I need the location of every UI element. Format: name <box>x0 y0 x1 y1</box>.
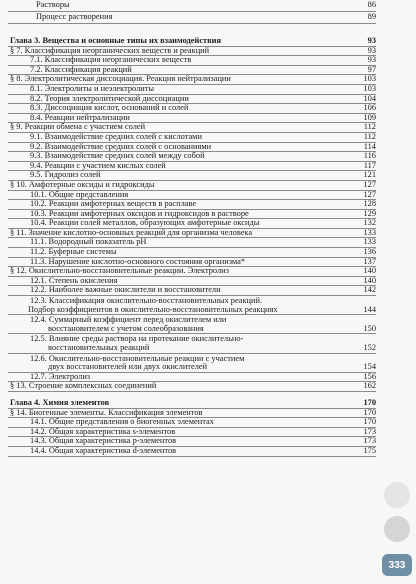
toc-row <box>8 325 376 335</box>
toc-title: § 13. Строение комплексных соединений <box>10 381 157 391</box>
toc-row <box>8 306 376 316</box>
toc-title: 12.1. Степень окисления <box>30 275 118 285</box>
toc-title: Глава 3. Вещества и основные типы их взаимодействия <box>10 36 222 45</box>
toc-page: 170 <box>363 397 376 407</box>
toc-page: 175 <box>363 445 376 455</box>
toc-title: § 7. Классификация неорганических веществ и реакций <box>10 45 210 55</box>
toc-title: § 9. Реакции обмена с участием солей <box>10 122 146 132</box>
toc-title: Растворы <box>36 0 70 9</box>
toc-page: 114 <box>363 141 376 151</box>
toc-title: 7.1. Классификация неорганических веществ <box>30 55 192 65</box>
toc-page: 170 <box>363 417 376 427</box>
toc-page: 103 <box>363 74 376 84</box>
toc-page: 112 <box>363 122 376 132</box>
toc-page: 121 <box>363 170 376 180</box>
toc-title: 8.4. Реакции нейтрализации <box>30 112 130 122</box>
toc-page: 136 <box>363 247 376 257</box>
toc-title: 11.2. Буферные системы <box>30 247 117 257</box>
toc-title: 9.3. Взаимодействие средних солей между собой <box>30 151 205 161</box>
toc-title: 9.5. Гидролиз солей <box>30 170 101 180</box>
toc-title: 14.2. Общая характеристика s-элементов <box>30 426 176 436</box>
toc-title: 12.2. Наиболее важные окислители и восстановители <box>30 285 221 295</box>
toc-title: 14.4. Общая характеристика d-элементов <box>30 445 177 455</box>
toc-title: 14.3. Общая характеристика p-элементов <box>30 436 177 446</box>
toc-page: 162 <box>363 381 376 391</box>
toc-page: 106 <box>363 103 376 113</box>
toc-row <box>8 382 376 392</box>
toc-title: 12.4. Суммарный коэффициент перед окислителем или <box>30 315 227 325</box>
toc-page: 116 <box>363 151 376 161</box>
toc-title: § 11. Значение кислотно-основных реакций для организма человека <box>10 227 253 237</box>
toc-title: 7.2. Классификация реакций <box>30 64 132 74</box>
toc-page: 117 <box>363 160 376 170</box>
toc-title: восстановительных реакций <box>48 343 150 352</box>
decorative-circle-icon <box>384 482 410 508</box>
toc-title: § 8. Электролитическая диссоциация. Реакция нейтрализации <box>10 74 231 84</box>
toc-title: 9.4. Реакции с участием кислых солей <box>30 160 166 170</box>
toc-page: 140 <box>363 275 376 285</box>
toc-page: 109 <box>363 112 376 122</box>
toc-title: 11.3. Нарушение кислотно-основного состояния организма* <box>30 256 246 266</box>
table-of-contents <box>8 30 376 457</box>
toc-title: Глава 4. Химия элементов <box>10 397 110 407</box>
toc-title: Подбор коэффициентов в окислительно-восстановительных реакциях <box>28 304 278 314</box>
toc-page: 170 <box>363 407 376 417</box>
toc-page: 127 <box>363 189 376 199</box>
toc-page: 89 <box>367 12 376 21</box>
toc-title: 9.2. Взаимодействие средних солей с основаниями <box>30 141 212 151</box>
toc-title: § 10. Амфотерные оксиды и гидроксиды <box>10 179 155 189</box>
toc-page: 104 <box>363 93 376 103</box>
toc-page: 127 <box>363 179 376 189</box>
toc-page: 93 <box>367 55 376 65</box>
toc-row <box>8 286 376 296</box>
toc-page: 93 <box>367 36 376 45</box>
toc-title: 12.6. Окислительно-восстановительные реакции с участием <box>30 353 245 363</box>
toc-page: 156 <box>363 371 376 381</box>
toc-page: 154 <box>363 362 376 372</box>
toc-title: 8.2. Теория электролитической диссоциации <box>30 93 189 103</box>
toc-page: 128 <box>363 199 376 209</box>
toc-title: 9.1. Взаимодействие средних солей с кислотами <box>30 131 202 141</box>
toc-title: Процесс растворения <box>36 12 113 21</box>
decorative-circle-icon <box>384 516 410 542</box>
toc-title: 12.7. Электролиз <box>30 371 91 381</box>
toc-title: § 12. Окислительно-восстановительные реакции. Электролиз <box>10 266 229 276</box>
toc-page: 93 <box>367 45 376 55</box>
toc-title: двух восстановителей или двух окислителей <box>48 362 208 372</box>
toc-page: 173 <box>363 436 376 446</box>
toc-title: 10.3. Реакции амфотерных оксидов и гидроксидов в растворе <box>30 208 249 218</box>
toc-page: 103 <box>363 83 376 93</box>
toc-page: 97 <box>367 64 376 74</box>
toc-page: 133 <box>363 227 376 237</box>
toc-title: 11.1. Водородный показатель pH <box>30 237 147 247</box>
toc-row <box>8 344 376 354</box>
toc-page: 152 <box>363 343 376 352</box>
toc-title: 10.1. Общие представления <box>30 189 129 199</box>
toc-page: 144 <box>363 304 376 314</box>
toc-page: 133 <box>363 237 376 247</box>
toc-page: 86 <box>367 0 376 9</box>
toc-top <box>8 0 376 24</box>
toc-page: 142 <box>363 285 376 295</box>
toc-page: 137 <box>363 256 376 266</box>
toc-page: 129 <box>363 208 376 218</box>
toc-row <box>8 447 376 457</box>
toc-title: 12.3. Классификация окислительно-восстановительных реакций. <box>30 296 263 306</box>
toc-title: восстановителем с учетом солеобразования <box>48 323 204 333</box>
toc-page: 112 <box>363 131 376 141</box>
toc-title: 8.1. Электролиты и неэлектролиты <box>30 83 155 93</box>
toc-title: 10.2. Реакции амфотерных веществ в расплаве <box>30 199 197 209</box>
toc-title: 10.4. Реакции солей металлов, образующих амфотерные оксиды <box>30 218 260 228</box>
toc-page: 173 <box>363 426 376 436</box>
toc-title: 12.5. Влияние среды раствора на протекание окислительно- <box>30 334 244 344</box>
toc-page: 132 <box>363 218 376 228</box>
toc-page: 140 <box>363 266 376 276</box>
toc-row <box>8 12 376 24</box>
toc-title: § 14. Биогенные элементы. Классификация элементов <box>10 407 203 417</box>
toc-page: 150 <box>363 323 376 333</box>
toc-title: 14.1. Общие представления о биогенных элементах <box>30 417 214 427</box>
page-number-badge: 333 <box>382 554 412 576</box>
toc-title: 8.3. Диссоциация кислот, оснований и солей <box>30 103 189 113</box>
